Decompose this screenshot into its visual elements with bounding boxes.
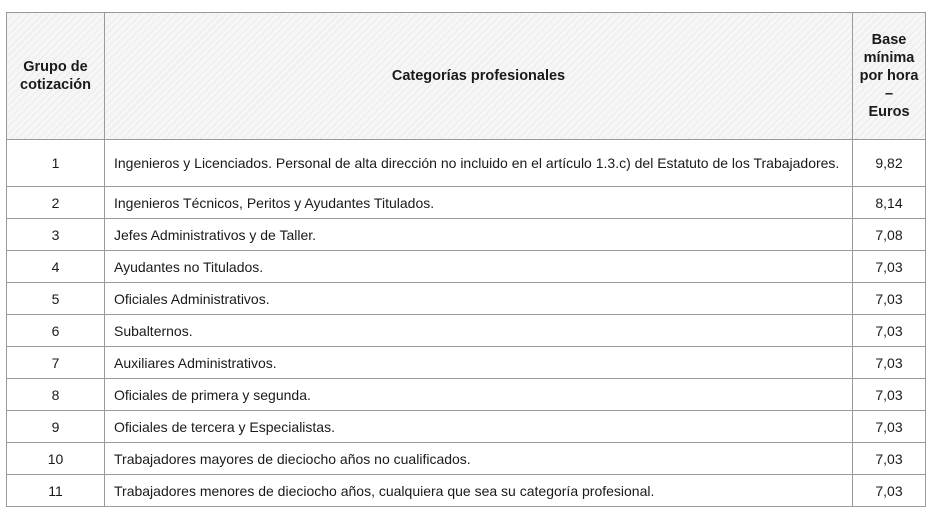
table-row — [7, 140, 926, 187]
cell-group: 11 — [7, 475, 105, 507]
header-base-line: mínima — [863, 50, 915, 66]
cell-group: 2 — [7, 187, 105, 219]
cell-category: Trabajadores menores de dieciocho años, cualquiera que sea su categoría profesional. — [105, 475, 853, 507]
cell-base: 7,03 — [853, 475, 926, 507]
table-row — [7, 283, 926, 315]
cell-base: 9,82 — [853, 140, 926, 187]
header-row — [7, 13, 926, 140]
header-base-line: Euros — [868, 104, 910, 120]
table-row — [7, 219, 926, 251]
header-base-line: – — [884, 86, 894, 102]
header-group-line: cotización — [20, 77, 91, 93]
cell-group: 10 — [7, 443, 105, 475]
table-row — [7, 411, 926, 443]
cell-group: 7 — [7, 347, 105, 379]
cell-group: 6 — [7, 315, 105, 347]
cell-category: Oficiales Administrativos. — [105, 283, 853, 315]
table-row — [7, 251, 926, 283]
table-row — [7, 475, 926, 507]
cell-base: 8,14 — [853, 187, 926, 219]
table-row — [7, 443, 926, 475]
table-row — [7, 379, 926, 411]
cell-group: 1 — [7, 140, 105, 187]
cell-category: Ingenieros y Licenciados. Personal de alta dirección no incluido en el artículo 1.3.c) del Estatuto de los Trabajadores. — [105, 140, 853, 187]
cell-base: 7,03 — [853, 283, 926, 315]
cell-category: Oficiales de primera y segunda. — [105, 379, 853, 411]
cell-base: 7,03 — [853, 443, 926, 475]
header-base-line: Base — [871, 32, 907, 48]
cotizacion-table — [6, 12, 926, 507]
header-base-line: por hora — [859, 68, 919, 84]
header-group — [7, 13, 105, 140]
header-category: Categorías profesionales — [105, 13, 853, 140]
cell-base: 7,03 — [853, 315, 926, 347]
cell-category: Oficiales de tercera y Especialistas. — [105, 411, 853, 443]
table-body — [7, 140, 926, 507]
cell-base: 7,03 — [853, 251, 926, 283]
cell-category: Subalternos. — [105, 315, 853, 347]
cell-group: 8 — [7, 379, 105, 411]
cotizacion-table-container — [6, 12, 925, 507]
cell-group: 5 — [7, 283, 105, 315]
header-base — [853, 13, 926, 140]
cell-base: 7,03 — [853, 411, 926, 443]
cell-category: Ingenieros Técnicos, Peritos y Ayudantes Titulados. — [105, 187, 853, 219]
cell-group: 4 — [7, 251, 105, 283]
cell-category: Auxiliares Administrativos. — [105, 347, 853, 379]
cell-base: 7,03 — [853, 347, 926, 379]
table-row — [7, 315, 926, 347]
table-header — [7, 13, 926, 140]
cell-group: 9 — [7, 411, 105, 443]
cell-category: Jefes Administrativos y de Taller. — [105, 219, 853, 251]
table-row — [7, 347, 926, 379]
table-row — [7, 187, 926, 219]
cell-base: 7,08 — [853, 219, 926, 251]
cell-base: 7,03 — [853, 379, 926, 411]
cell-category: Ayudantes no Titulados. — [105, 251, 853, 283]
cell-group: 3 — [7, 219, 105, 251]
cell-category: Trabajadores mayores de dieciocho años no cualificados. — [105, 443, 853, 475]
header-group-line: Grupo de — [23, 59, 88, 75]
